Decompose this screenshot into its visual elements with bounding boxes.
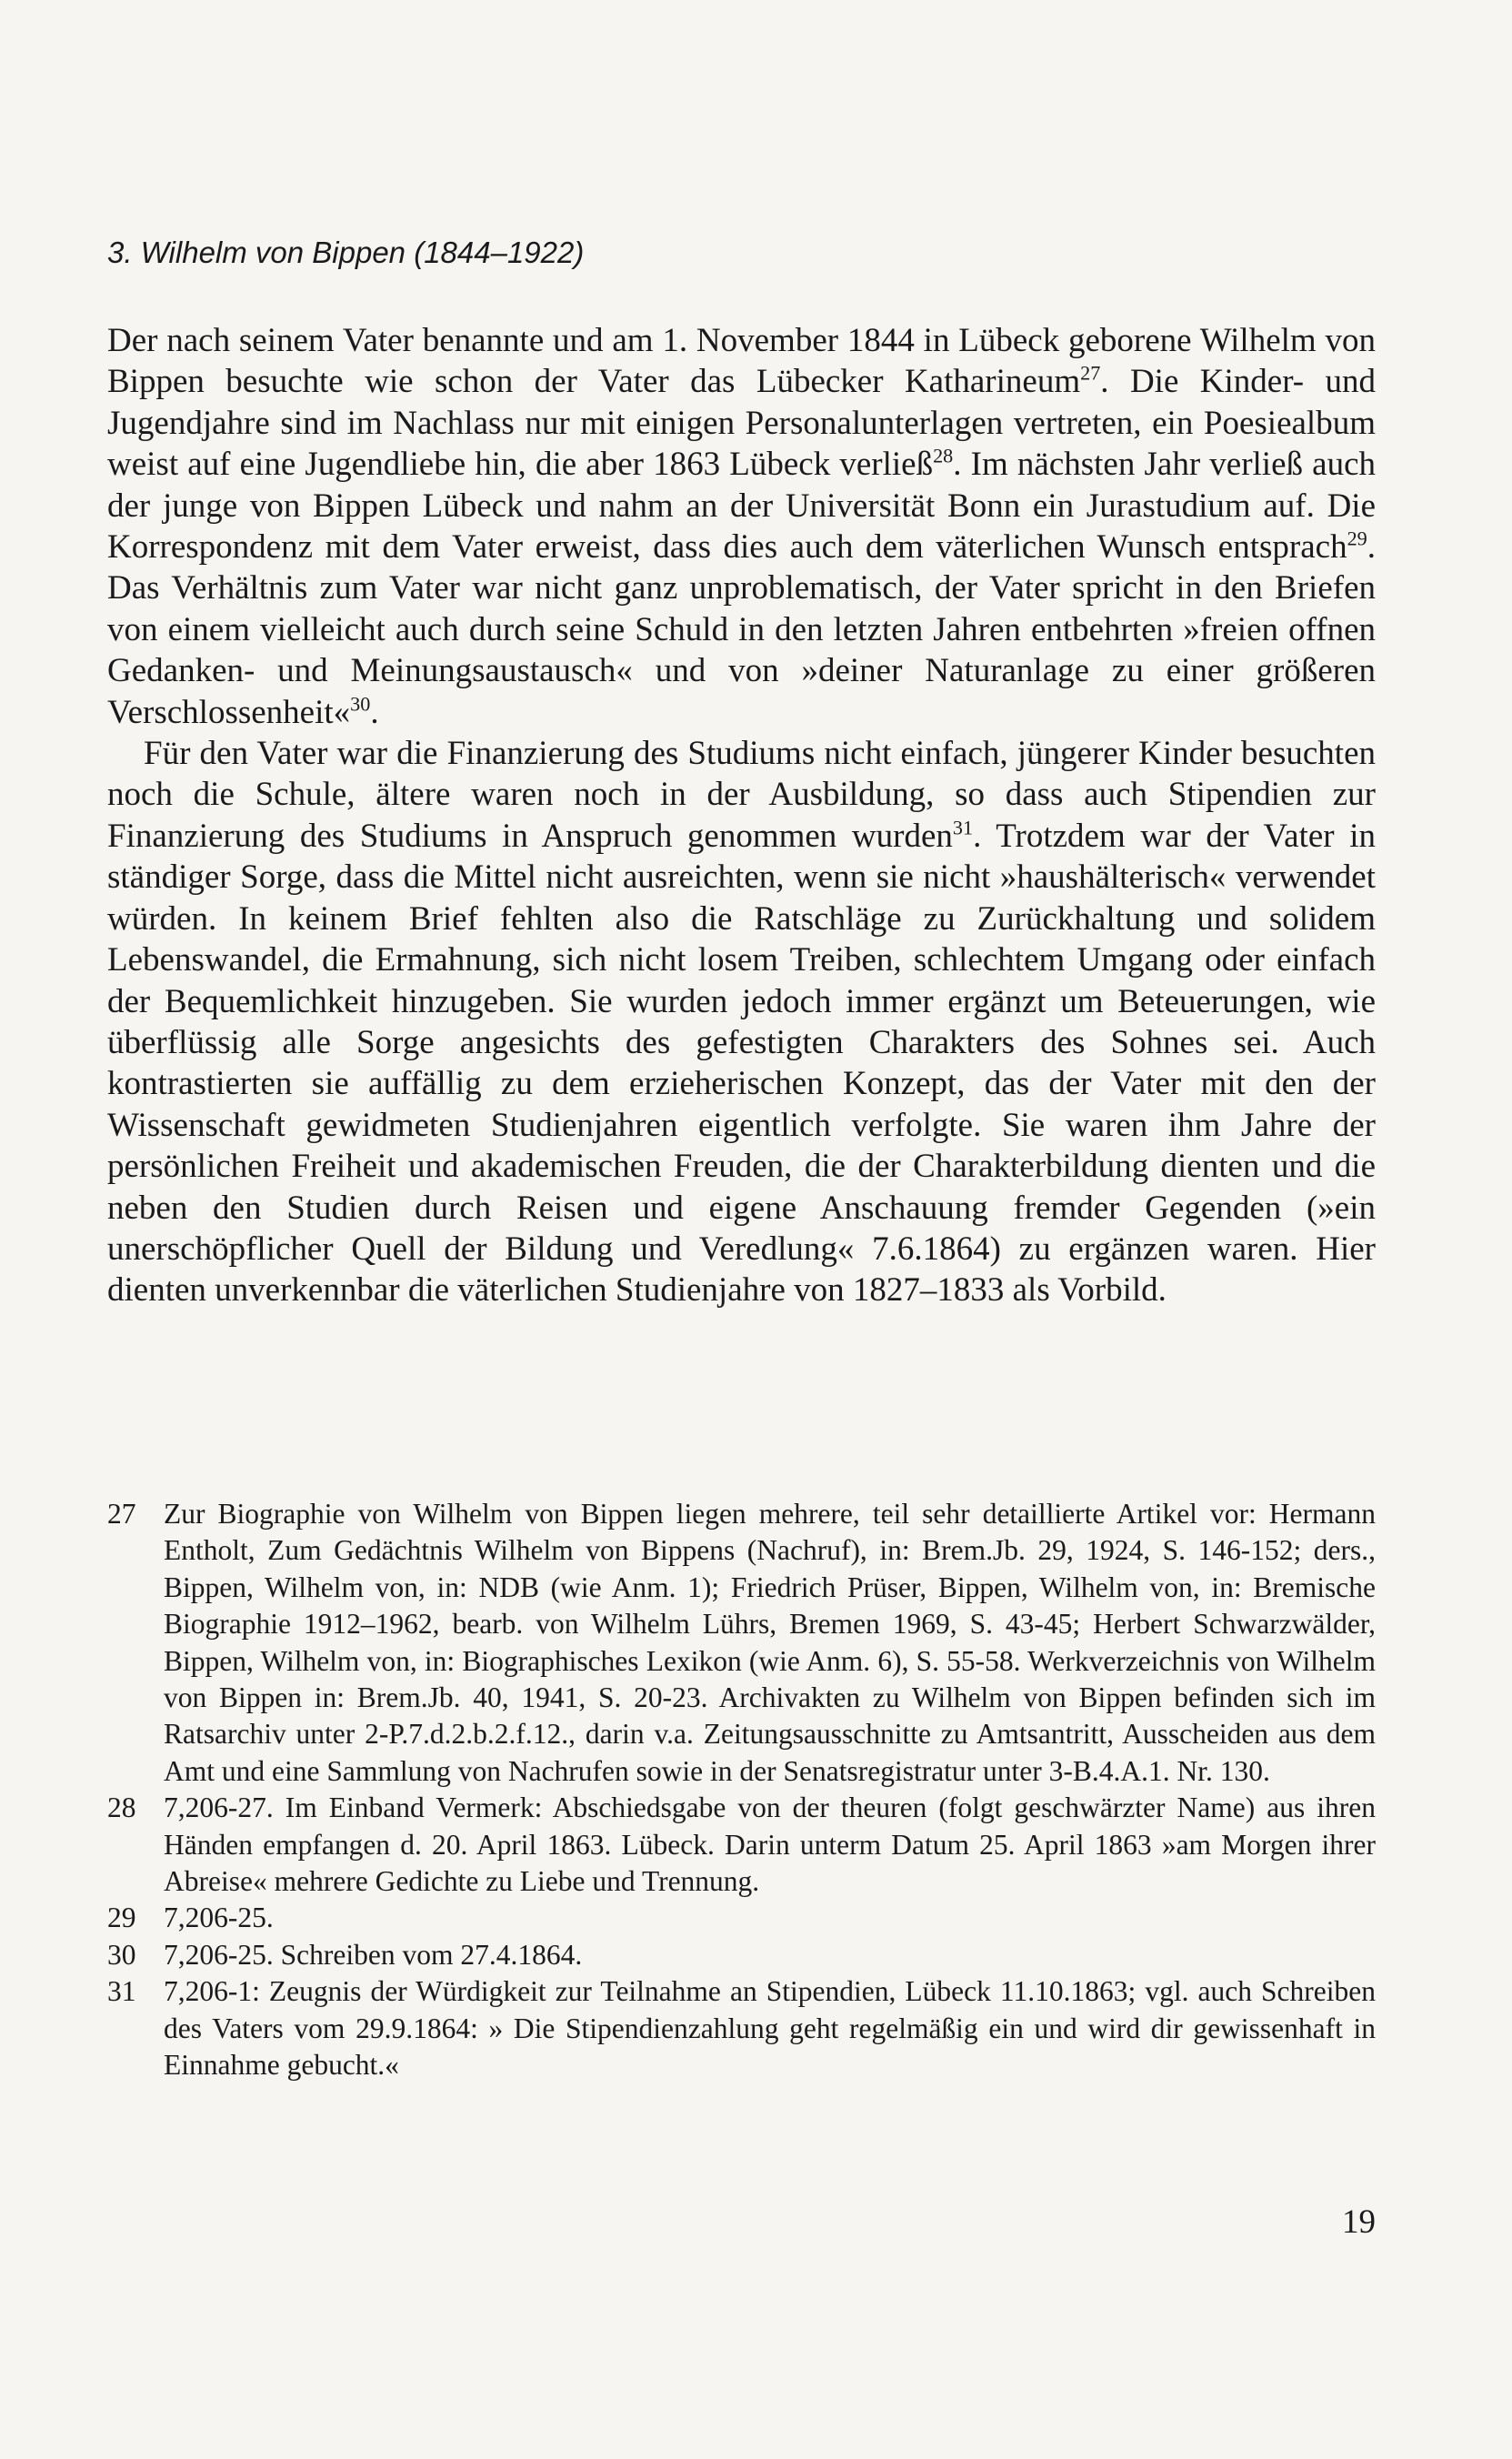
paragraph-2-text-2: . Trotzdem war der Vater in ständiger Sorge, dass die Mittel nicht ausreichten, wenn sie nicht »haushälterisch« verwendet würden. In keinem Brief fehlten also die Ratschläge zu Zurückhaltung und solidem Lebenswandel, die Ermahnung, sich nicht losem Treiben, schlechtem Umgang oder einfach der Bequemlichkeit hinzugeben. Sie wurden jedoch immer ergänzt um Beteuerungen, wie überflüssig alle Sorge angesichts des gefestigten Charakters des Sohnes sei. Auch kontrastierten sie auffällig zu dem erzieherischen Konzept, das der Vater mit den der Wissenschaft gewidmeten Studienjahren eigentlich verfolgte. Sie waren ihm Jahre der persönlichen Freiheit und akademischen Freuden, die der Charakterbildung dienten und die neben den Studien durch Reisen und eigene Anschauung fremder Gegenden (»ein unerschöpflicher Quell der Bildung und Veredlung« 7.6.1864) zu ergänzen waren. Hier dienten unverkennbar die väterlichen Studienjahre von 1827–1833 als Vorbild. xyxy=(107,817,1376,1310)
footnote-number: 30 xyxy=(107,1938,136,1971)
footnote-number: 29 xyxy=(107,1902,136,1934)
footnote-number: 28 xyxy=(107,1792,136,1824)
footnote-27 xyxy=(107,1496,1376,1790)
footnote-text: Zur Biographie von Wilhelm von Bippen liegen mehrere, teil sehr detaillierte Artikel vor: Hermann Entholt, Zum Gedächtnis Wilhelm von Bippens (Nachruf), in: Brem.Jb. 29, 1924, S. 146-152; ders., Bippen, Wilhelm von, in: NDB (wie Anm. 1); Friedrich Prüser, Bippen, Wilhelm von, in: Bremische Biographie 1912–1962, bearb. von Wilhelm Lührs, Bremen 1969, S. 43-45; Herbert Schwarzwälder, Bippen, Wilhelm von, in: Biographisches Lexikon (wie Anm. 6), S. 55-58. Werkverzeichnis von Wilhelm von Bippen in: Brem.Jb. 40, 1941, S. 20-23. Archivakten zu Wilhelm von Bippen befinden sich im Ratsarchiv unter 2-P.7.d.2.b.2.f.12., darin v.a. Zeitungsausschnitte zu Amtsantritt, Ausscheiden aus dem Amt und eine Sammlung von Nachrufen sowie in der Senatsregistratur unter 3-B.4.A.1. Nr. 130. xyxy=(164,1498,1376,1787)
paragraph-1 xyxy=(107,320,1376,733)
footnote-ref-28[interactable]: 28 xyxy=(933,444,954,467)
footnote-31 xyxy=(107,1973,1376,2083)
paragraph-1-text-5: . xyxy=(370,693,379,731)
footnote-29 xyxy=(107,1900,1376,1936)
footnotes xyxy=(107,1496,1376,2084)
paragraph-1-text-1: Der nach seinem Vater benannte und am 1. November 1844 in Lübeck geborene Wilhelm von Bippen besuchte wie schon der Vater das Lübecker Katharineum xyxy=(107,322,1376,401)
footnote-number: 27 xyxy=(107,1498,136,1530)
footnote-28 xyxy=(107,1790,1376,1900)
footnote-text: 7,206-25. xyxy=(164,1902,274,1934)
paragraph-1-text-2: . Die Kinder- und Jugendjahre sind im Nachlass nur mit einigen Personalunterlagen vertreten, ein Poesiealbum weist auf eine Jugendliebe hin, die aber 1863 Lübeck verließ xyxy=(107,363,1377,484)
footnote-ref-29[interactable]: 29 xyxy=(1347,527,1367,550)
page-number: 19 xyxy=(1342,2203,1376,2241)
section-heading: 3. Wilhelm von Bippen (1844–1922) xyxy=(107,236,585,269)
paragraph-2-text-1: Für den Vater war die Finanzierung des Studiums nicht einfach, jüngerer Kinder besuchten noch die Schule, ältere waren noch in der Ausbildung, so dass auch Stipendien zur Finanzierung des Studiums in Anspruch genommen wurden xyxy=(107,735,1376,855)
footnote-text: 7,206-1: Zeugnis der Würdigkeit zur Teilnahme an Stipendien, Lübeck 11.10.1863; vgl. auch Schreiben des Vaters vom 29.9.1864: » Die Stipendienzahlung geht regelmäßig ein und wird dir gewissenhaft in Einnahme gebucht.« xyxy=(164,1975,1376,2082)
footnote-30 xyxy=(107,1937,1376,1973)
footnote-number: 31 xyxy=(107,1975,136,2008)
footnote-text: 7,206-27. Im Einband Vermerk: Abschiedsgabe von der theuren (folgt geschwärzter Name) aus ihren Händen empfangen d. 20. April 1863. Lübeck. Darin unterm Datum 25. April 1863 »am Morgen ihrer Abreise« mehrere Gedichte zu Liebe und Trennung. xyxy=(164,1792,1376,1898)
main-text xyxy=(107,320,1376,1311)
paragraph-1-text-3: . Im nächsten Jahr verließ auch der junge von Bippen Lübeck und nahm an der Universität Bonn ein Jurastudium auf. Die Korrespondenz mit dem Vater erweist, dass dies auch dem väterlichen Wunsch entsprach xyxy=(107,446,1377,567)
paragraph-2 xyxy=(107,733,1376,1311)
footnote-ref-30[interactable]: 30 xyxy=(350,692,371,716)
footnote-text: 7,206-25. Schreiben vom 27.4.1864. xyxy=(164,1938,583,1971)
paragraph-1-text-4: . Das Verhältnis zum Vater war nicht ganz unproblematisch, der Vater spricht in den Briefen von einem vielleicht auch durch seine Schuld in den letzten Jahren entbehrten »freien offnen Gedanken- und Meinungsaustausch« und von »deiner Naturanlage zu einer größeren Verschlossenheit« xyxy=(107,528,1376,731)
footnote-ref-27[interactable]: 27 xyxy=(1080,362,1101,386)
footnote-ref-31[interactable]: 31 xyxy=(952,816,974,839)
